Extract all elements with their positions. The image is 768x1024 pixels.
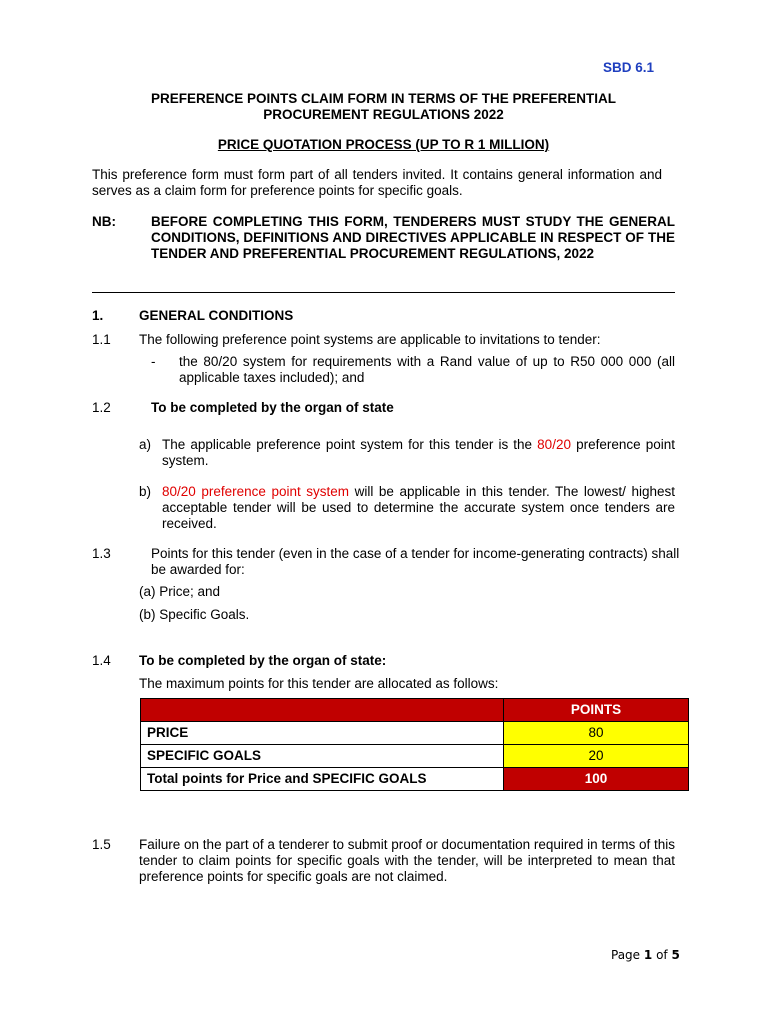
item-a-text-before: The applicable preference point system for this tender is the: [162, 437, 538, 452]
table-row-label: SPECIFIC GOALS: [141, 745, 504, 768]
nb-label: NB:: [92, 214, 116, 229]
footer-page-number: 1: [643, 948, 653, 962]
item-b-text: [162, 484, 675, 532]
page-title-line-2: PROCUREMENT REGULATIONS 2022: [263, 107, 504, 122]
table-header-row: [141, 699, 689, 722]
item-b-label: b): [139, 484, 152, 499]
nb-notice: BEFORE COMPLETING THIS FORM, TENDERERS MUST STUDY THE GENERAL CONDITIONS, DEFINITIONS AND DIRECTIVES APPLICABLE IN RESPECT OF THE TENDER AND PREFERENTIAL PROCUREMENT REGULATIONS, 2022: [151, 214, 675, 261]
table-row-points: 20: [504, 745, 689, 768]
item-b-highlight: 80/20 preference point system: [162, 484, 350, 499]
points-table: [140, 698, 689, 791]
table-row: [141, 745, 689, 768]
form-code: SBD 6.1: [603, 60, 655, 75]
table-header-blank-cell: [141, 699, 504, 722]
horizontal-divider: [92, 292, 675, 293]
section-1-3-item-a: (a) Price; and: [139, 584, 221, 599]
section-1-2-title: To be completed by the organ of state: [151, 400, 394, 415]
item-b-text-after: will be applicable in this tender. The lowest/ highest acceptable tender will be used to determine the accurate system once tenders are received.: [162, 484, 675, 531]
item-a-highlight: 80/20: [537, 437, 571, 452]
table-total-points: 100: [504, 768, 689, 791]
section-1-3-number: 1.3: [92, 546, 111, 561]
section-1-2-number: 1.2: [92, 400, 111, 415]
table-row: [141, 722, 689, 745]
page-title-line-1: PREFERENCE POINTS CLAIM FORM IN TERMS OF THE PREFERENTIAL: [150, 91, 616, 106]
table-total-label: Total points for Price and SPECIFIC GOALS: [141, 768, 504, 791]
page-footer: [611, 947, 680, 963]
table-spacer-cell: [141, 791, 504, 792]
item-a-text: [162, 437, 675, 469]
footer-page-word: Page: [611, 948, 641, 962]
section-1-4-number: 1.4: [92, 653, 111, 668]
section-1-3-text: Points for this tender (even in the case of a tender for income-generating contracts) shall be awarded for:: [151, 546, 680, 577]
table-total-row: [141, 768, 689, 791]
footer-total-pages: 5: [671, 948, 680, 962]
item-a-label: a): [139, 437, 152, 452]
table-spacer-cell: [504, 791, 689, 792]
table-spacer-row: [141, 791, 689, 792]
footer-of-word: of: [656, 948, 668, 962]
table-row-points: 80: [504, 722, 689, 745]
section-1-title: GENERAL CONDITIONS: [139, 308, 294, 323]
bullet-dash: -: [151, 354, 156, 369]
section-1-4-text: The maximum points for this tender are allocated as follows:: [139, 676, 499, 691]
section-1-3-item-b: (b) Specific Goals.: [139, 607, 250, 622]
page-title: [92, 91, 675, 123]
section-1-1-bullet: the 80/20 system for requirements with a Rand value of up to R50 000 000 (all applicable taxes included); and: [179, 354, 675, 385]
table-header-points: POINTS: [504, 699, 689, 722]
page-subtitle: PRICE QUOTATION PROCESS (UP TO R 1 MILLION): [217, 137, 550, 152]
section-1-1-number: 1.1: [92, 332, 111, 347]
section-1-number: 1.: [92, 308, 104, 323]
section-1-1-text: The following preference point systems are applicable to invitations to tender:: [139, 332, 601, 347]
section-1-5-text: Failure on the part of a tenderer to submit proof or documentation required in terms of this tender to claim points for specific goals with the tender, will be interpreted to mean that preference points for specific goals are not claimed.: [139, 837, 675, 884]
table-row-label: PRICE: [141, 722, 504, 745]
section-1-5-number: 1.5: [92, 837, 111, 852]
intro-paragraph: This preference form must form part of all tenders invited. It contains general information and serves as a claim form for preference points for specific goals.: [92, 167, 662, 198]
item-a-text-after: preference point system.: [162, 437, 675, 468]
section-1-4-title: To be completed by the organ of state:: [139, 653, 387, 668]
